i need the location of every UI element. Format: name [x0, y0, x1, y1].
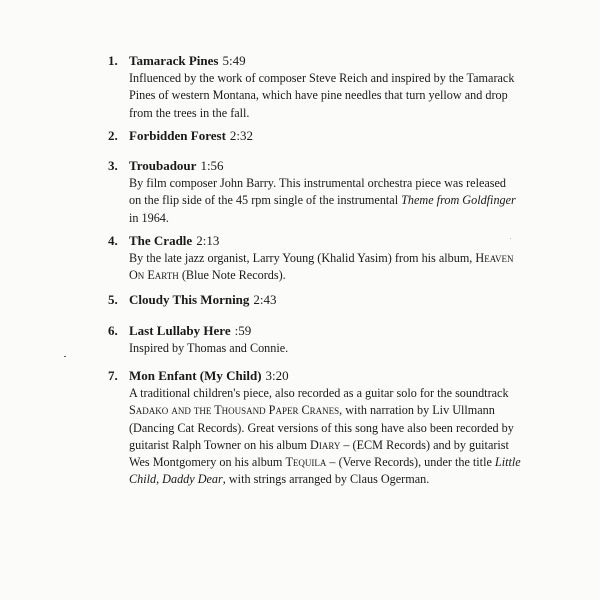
- description-line: A traditional children's piece, also recorded as a guitar solo for the soundtrack: [129, 386, 509, 400]
- track-title: Cloudy This Morning: [129, 292, 250, 307]
- description-line: [129, 471, 534, 488]
- track-number: 2.: [108, 128, 118, 143]
- track-title: Troubadour: [129, 158, 197, 173]
- soundtrack-title: Sadako and the Thousand Paper Cranes: [129, 403, 340, 418]
- song-title: Little: [494, 455, 521, 470]
- description-text: on the flip side of the 45 rpm single of the instrumental: [129, 193, 399, 208]
- description-line: [129, 402, 534, 419]
- track-number: 7.: [108, 368, 118, 383]
- description-line: [129, 267, 534, 284]
- description-line: (Dancing Cat Records). Great versions of this song have also been recorded by: [129, 420, 514, 435]
- description-text: (Blue Note Records).: [181, 268, 286, 283]
- track-title: Tamarack Pines: [129, 53, 219, 68]
- description-text: Wes Montgomery on his album: [129, 455, 283, 470]
- description-text: By the late jazz organist, Larry Young (Khalid Yasim) from his album,: [129, 251, 473, 265]
- track-duration: 2:13: [196, 233, 220, 248]
- scan-speck: [510, 238, 511, 239]
- track-title: The Cradle: [129, 233, 193, 248]
- track-heading: [129, 323, 251, 339]
- track-title: Mon Enfant (My Child): [129, 368, 262, 383]
- album-title: Heaven: [475, 251, 514, 265]
- track-duration: 2:43: [253, 292, 277, 307]
- description-line: [129, 250, 534, 267]
- track-heading: [129, 128, 253, 144]
- track-description: [129, 340, 534, 357]
- description-text: , with strings arranged by Claus Ogerman.: [222, 472, 430, 487]
- track-number: 3.: [108, 158, 118, 173]
- scan-speck: [64, 356, 66, 357]
- description-line: By film composer John Barry. This instrumental orchestra piece was released: [129, 176, 507, 190]
- track-description: [129, 250, 534, 285]
- track-number: 1.: [108, 53, 118, 68]
- single-title: Theme from Goldfinger: [401, 193, 516, 208]
- description-line: Pines of western Montana, which have pine needles that turn yellow and drop: [129, 88, 508, 103]
- track-duration: 3:20: [265, 368, 289, 383]
- description-line: [129, 454, 534, 471]
- description-line: [129, 437, 534, 454]
- album-title: Tequila: [285, 455, 327, 470]
- description-text: – (Verve Records), under the title: [329, 455, 492, 470]
- description-line: from the trees in the fall.: [129, 105, 250, 120]
- track-heading: [129, 233, 219, 249]
- track-number: 6.: [108, 323, 118, 338]
- song-title: Child, Daddy Dear: [129, 472, 223, 487]
- track-title: Last Lullaby Here: [129, 323, 231, 338]
- track-heading: [129, 292, 277, 308]
- track-duration: 1:56: [200, 158, 224, 173]
- description-line: [129, 192, 534, 209]
- track-title: Forbidden Forest: [129, 128, 226, 143]
- album-title: On Earth: [129, 268, 179, 283]
- description-text: – (ECM Records) and by guitarist: [343, 437, 509, 452]
- description-text: , with narration by Liv Ullmann: [339, 403, 495, 418]
- track-duration: 5:49: [222, 53, 246, 68]
- track-duration: 2:32: [229, 128, 254, 143]
- track-number: 5.: [108, 292, 118, 307]
- track-description: [129, 70, 534, 122]
- album-title: Diary: [310, 437, 341, 452]
- track-description: [129, 385, 534, 489]
- track-heading: [129, 53, 246, 69]
- description-line: Influenced by the work of composer Steve Reich and inspired by the Tamarack: [129, 71, 515, 85]
- description-text: guitarist Ralph Towner on his album: [129, 437, 307, 452]
- description-line: Inspired by Thomas and Connie.: [129, 341, 289, 355]
- description-line: in 1964.: [129, 210, 169, 225]
- track-heading: [129, 368, 289, 384]
- track-description: [129, 175, 534, 227]
- track-heading: [129, 158, 224, 174]
- track-number: 4.: [108, 233, 118, 248]
- track-duration: :59: [234, 323, 252, 338]
